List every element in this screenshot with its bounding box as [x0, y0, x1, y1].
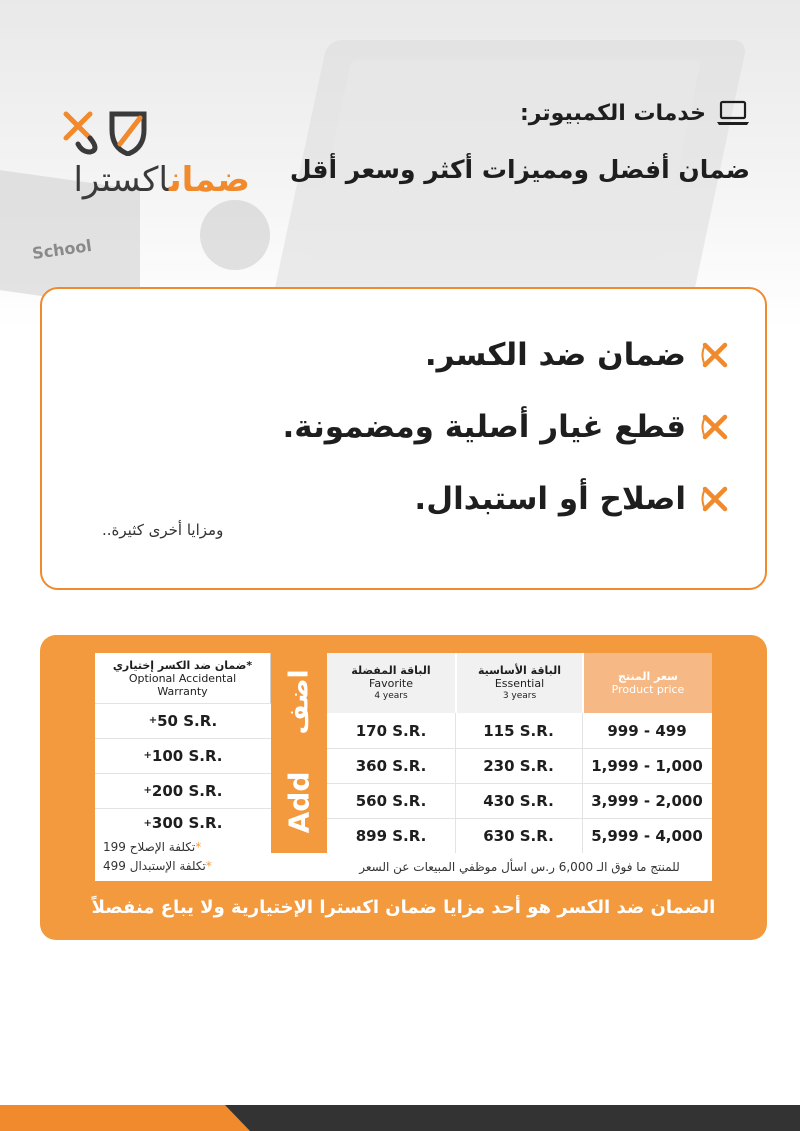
product-price-range: 5,999 - 4,000	[591, 826, 703, 845]
category-heading	[520, 100, 750, 126]
logo-mark-icon	[60, 108, 156, 156]
header-favorite-en: Favorite	[369, 676, 413, 690]
repair-fee	[95, 840, 271, 854]
logo-text-secondary: اكسترا	[73, 160, 169, 200]
feature-label: قطع غيار أصلية ومضمونة.	[282, 409, 686, 445]
pricing-table	[95, 653, 712, 881]
optional-price-value: 200 S.R.	[151, 781, 223, 800]
category-title: خدمات الكمبيوتر:	[519, 100, 706, 126]
logo-text-primary: ضمان	[168, 160, 250, 200]
book-label: School	[30, 235, 93, 264]
add-label-bar	[271, 653, 327, 853]
favorite-price: 170 S.R.	[355, 721, 427, 740]
laptop-icon	[716, 100, 750, 126]
product-price-range: 3,999 - 2,000	[591, 791, 703, 810]
tagline: ضمان أفضل ومميزات أكثر وسعر أقل	[289, 155, 750, 184]
x-mark-icon	[700, 484, 730, 514]
header-price-en: Product price	[611, 683, 685, 696]
optional-price	[95, 808, 271, 838]
feature-item	[425, 337, 730, 373]
replace-fee	[95, 859, 271, 873]
optional-price	[95, 773, 271, 808]
header-favorite-years: 4 years	[374, 690, 408, 701]
header-optional-en: Optional Accidental Warranty	[128, 671, 237, 698]
favorite-price: 560 S.R.	[355, 791, 427, 810]
plus-sign: +	[148, 715, 158, 726]
essential-price: 230 S.R.	[483, 756, 554, 775]
header-price-ar: سعر المنتج	[618, 670, 678, 683]
x-mark-icon	[700, 412, 730, 442]
plus-sign: +	[143, 750, 152, 761]
optional-price	[95, 738, 271, 773]
favorite-price: 899 S.R.	[355, 826, 427, 845]
feature-item	[414, 481, 730, 517]
cup-image	[200, 200, 270, 270]
header-essential-ar: الباقة الأساسية	[477, 663, 562, 677]
header-essential	[457, 653, 582, 713]
optional-price-value: 100 S.R.	[151, 746, 223, 765]
header-favorite	[327, 653, 455, 713]
essential-price: 430 S.R.	[483, 791, 554, 810]
plus-sign: +	[143, 817, 152, 829]
more-features-text: ومزايا أخرى كثيرة..	[102, 521, 224, 539]
panel-footer-note: الضمان ضد الكسر هو أحد مزايا ضمان اكسترا الإختيارية ولا يباع منفصلاً	[91, 897, 716, 918]
header-price	[584, 653, 712, 713]
brand-logo	[60, 108, 250, 203]
product-price-range: 1,999 - 1,000	[591, 756, 703, 775]
logo-wordmark	[60, 160, 250, 200]
asterisk: *	[195, 840, 202, 854]
pricing-panel	[40, 635, 767, 940]
plus-sign: +	[143, 785, 152, 796]
add-label-en: Add	[282, 771, 316, 834]
favorite-price: 360 S.R.	[355, 756, 427, 775]
header-favorite-ar: الباقة المفضلة	[351, 663, 431, 677]
feature-label: اصلاح أو استبدال.	[414, 481, 686, 517]
feature-label: ضمان ضد الكسر.	[424, 337, 686, 373]
repair-fee-text: تكلفة الإصلاح 199	[103, 840, 196, 854]
replace-fee-text: تكلفة الإستبدال 499	[103, 859, 206, 873]
essential-price: 115 S.R.	[483, 721, 554, 740]
x-mark-icon	[700, 340, 730, 370]
add-label-ar: اضف	[284, 669, 314, 735]
asterisk: *	[205, 859, 212, 873]
high-price-note: للمنتج ما فوق الـ 6,000 ر.س اسأل موظفي المبيعات عن السعر	[359, 860, 680, 874]
optional-price	[95, 703, 271, 738]
optional-price-value: 50 S.R.	[157, 711, 218, 730]
header-optional	[95, 653, 271, 703]
header-essential-years: 3 years	[502, 690, 537, 701]
essential-price: 630 S.R.	[483, 826, 554, 845]
optional-price-value: 300 S.R.	[151, 814, 223, 832]
feature-item	[283, 409, 731, 445]
product-price-range: 999 - 499	[607, 721, 687, 740]
features-box	[40, 287, 767, 590]
footer-accent	[0, 1105, 250, 1131]
header-essential-en: Essential	[494, 676, 545, 690]
header-optional-ar: ضمان ضد الكسر إختياري*	[112, 658, 253, 672]
